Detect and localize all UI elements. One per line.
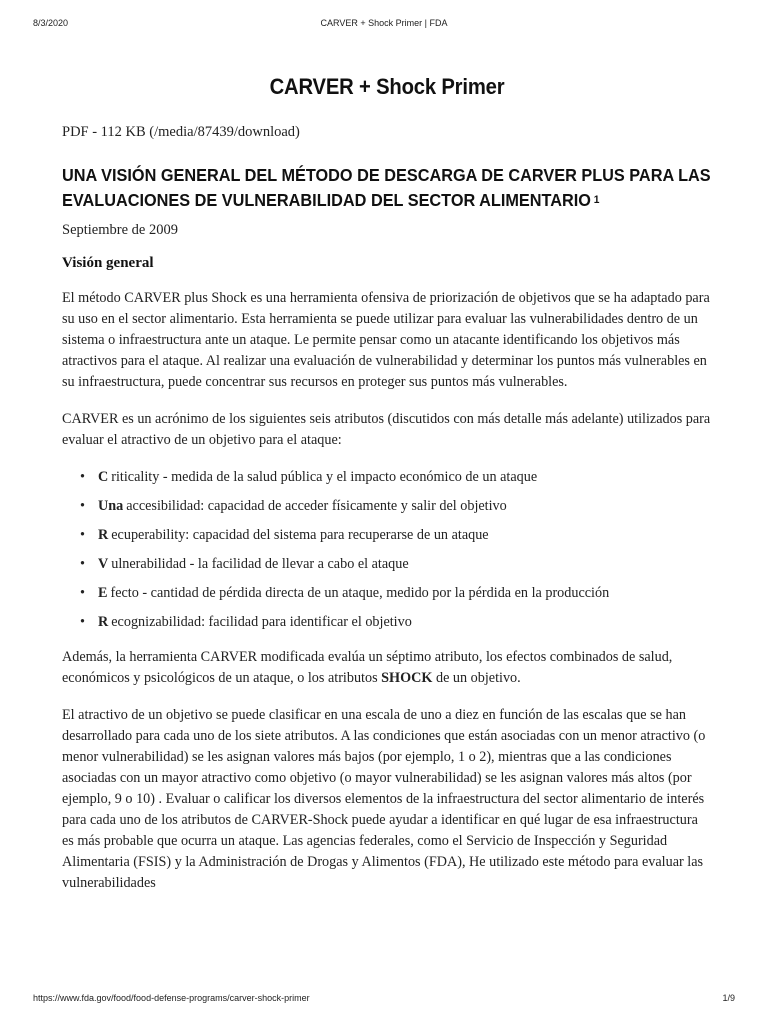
bullet-icon: •: [80, 469, 85, 485]
attribute-text: ulnerabilidad - la facilidad de llevar a cabo el ataque: [111, 556, 409, 572]
list-item: [80, 554, 712, 575]
attribute-letter: C: [98, 469, 109, 485]
print-footer: [33, 993, 735, 1007]
paragraph-shock-after: de un objetivo.: [432, 670, 521, 686]
attribute-letter: E: [98, 585, 108, 601]
attribute-letter: R: [98, 527, 109, 543]
page-number: 1/9: [722, 993, 735, 1003]
paragraph-acronym: CARVER es un acrónimo de los siguientes seis atributos (discutidos con más detalle más adelante) utilizados para evaluar el atractivo de un objetivo para el ataque:: [62, 411, 711, 448]
list-item: [80, 496, 712, 517]
attribute-text: accesibilidad: capacidad de acceder físicamente y salir del objetivo: [126, 498, 507, 514]
bullet-icon: •: [80, 614, 85, 630]
paragraph-scoring: El atractivo de un objetivo se puede clasificar en una escala de uno a diez en función de las escalas que se han desarrollado para cada uno de los siete atributos. A las condiciones que están asociadas con un menor atractivo (o menor vulnerabilidad) se les asignan valores más bajos (por ejemplo, 1 o 2), mientras que a las condiciones asociadas con un mayor atractivo como objetivo (o mayor vulnerabilidad) se les asignan valores más altos (por ejemplo, 9 o 10) . Evaluar o calificar los diversos elementos de la infraestructura del sector alimentario de interés para cada uno de los atributos de CARVER-Shock puede ayudar a identificar en qué lugar de esa infraestructura es más probable que ocurra un ataque. Las agencias federales, como el Servicio de Inspección y Seguridad Alimentaria (FSIS) y la Administración de Drogas y Alimentos (FDA), He utilizado este método para evaluar las vulnerabilidades: [62, 707, 706, 891]
bullet-icon: •: [80, 527, 85, 543]
print-page-title: CARVER + Shock Primer | FDA: [320, 18, 448, 28]
paragraph-shock: [62, 647, 712, 689]
bullet-icon: •: [80, 498, 85, 514]
document-content: [62, 74, 712, 910]
overview-heading: Visión general: [62, 255, 154, 271]
list-item: [80, 467, 712, 488]
page-title: CARVER + Shock Primer: [269, 74, 505, 99]
list-item: [80, 583, 712, 604]
attribute-text: ecuperability: capacidad del sistema para recuperarse de un ataque: [111, 527, 489, 543]
paragraph-shock-before: Además, la herramienta CARVER modificada evalúa un séptimo atributo, los efectos combinados de salud, económicos y psicológicos de un ataque, o los atributos: [62, 649, 673, 686]
bullet-icon: •: [80, 556, 85, 572]
bullet-icon: •: [80, 585, 85, 601]
shock-term: SHOCK: [381, 670, 433, 686]
footnote-ref[interactable]: 1: [593, 194, 600, 206]
list-item: [80, 525, 712, 546]
attribute-list: [62, 467, 712, 633]
print-url: https://www.fda.gov/food/food-defense-programs/carver-shock-primer: [33, 993, 310, 1003]
section-title-text: UNA VISIÓN GENERAL DEL MÉTODO DE DESCARGA DE CARVER PLUS PARA LAS EVALUACIONES DE VULNERABILIDAD DEL SECTOR ALIMENTARIO: [62, 165, 711, 210]
pdf-download-link[interactable]: PDF - 112 KB (/media/87439/download): [62, 124, 300, 140]
paragraph-intro: El método CARVER plus Shock es una herramienta ofensiva de priorización de objetivos que se ha adaptado para su uso en el sector alimentario. Esta herramienta se puede utilizar para evaluar las vulnerabilidades dentro de un sistema o infraestructura ante un ataque. Le permite pensar como un atacante identificando los objetivos más atractivos para el ataque. Al realizar una evaluación de vulnerabilidad y determinar los puntos más vulnerables en su infraestructura, puede concentrar sus recursos en proteger sus puntos más vulnerables.: [62, 290, 710, 390]
attribute-letter: Una: [98, 498, 124, 514]
publication-date: Septiembre de 2009: [62, 222, 178, 238]
attribute-text: fecto - cantidad de pérdida directa de un ataque, medido por la pérdida en la producción: [110, 585, 610, 601]
attribute-text: riticality - medida de la salud pública y el impacto económico de un ataque: [111, 469, 538, 485]
print-header: [33, 18, 735, 32]
print-date: 8/3/2020: [33, 18, 69, 28]
attribute-letter: R: [98, 614, 109, 630]
section-title: [62, 163, 713, 216]
list-item: [80, 612, 712, 633]
attribute-text: ecognizabilidad: facilidad para identificar el objetivo: [111, 614, 412, 630]
attribute-letter: V: [98, 556, 109, 572]
